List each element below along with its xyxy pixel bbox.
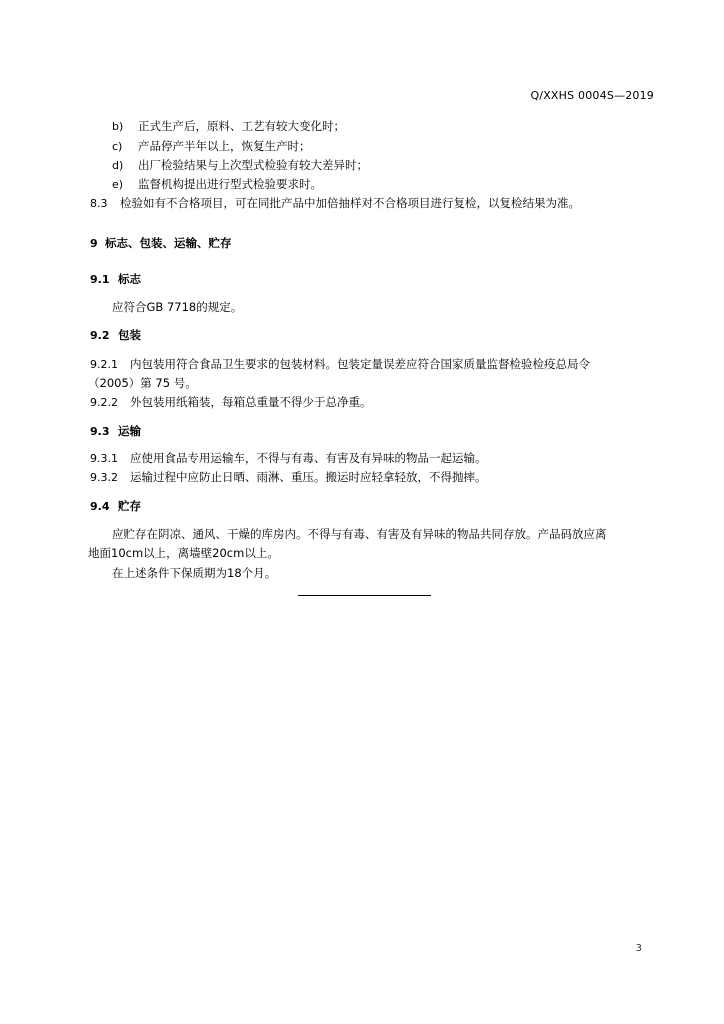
section-number: 9.2 [90,329,110,342]
list-item-label: d) [112,159,124,172]
paragraph-9-4-shelf-life: 在上述条件下保质期为18个月。 [112,566,277,580]
list-item-b [112,119,345,134]
section-number: 9.1 [90,273,110,286]
document-code: Q/XXHS 0004S—2019 [530,89,654,102]
section-heading-9-2 [90,328,141,343]
paragraph-9-4-line1: 应贮存在阴凉、通风、干燥的库房内。不得与有毒、有害及有异味的物品共同存放。产品码放应离 [112,527,607,541]
section-number: 9 [90,237,98,250]
list-item-text: 出厂检验结果与上次型式检验有较大差异时； [138,158,368,172]
section-heading-9-1 [90,272,141,287]
section-number: 9.4 [90,500,110,513]
section-title: 贮存 [118,499,141,513]
section-heading-9-4 [90,499,141,514]
clause-9-2-1-continued: （2005）第 75 号。 [88,376,197,390]
list-item-text: 正式生产后，原料、工艺有较大变化时； [138,119,345,133]
clause-number: 9.3.1 [90,452,118,465]
clause-9-2-1 [90,357,590,372]
clause-9-3-2 [90,470,487,485]
clause-text: 应使用食品专用运输车，不得与有毒、有害及有异味的物品一起运输。 [130,451,487,465]
clause-8-3 [90,196,580,211]
paragraph-9-1: 应符合GB 7718的规定。 [112,300,243,314]
list-item-e [112,177,322,192]
clause-text: 检验如有不合格项目，可在同批产品中加倍抽样对不合格项目进行复检，以复检结果为准。 [120,196,580,210]
clause-number: 9.3.2 [90,471,118,484]
section-number: 9.3 [90,425,110,438]
list-item-label: e) [112,178,124,191]
section-heading-9-3 [90,424,141,439]
clause-9-3-1 [90,451,487,466]
section-heading-9 [90,236,232,251]
list-item-text: 产品停产半年以上，恢复生产时； [138,139,311,153]
clause-text: 内包装用符合食品卫生要求的包装材料。包装定量误差应符合国家质量监督检验检疫总局令 [130,357,590,371]
paragraph-9-4-line2: 地面10cm以上，离墙壁20cm以上。 [88,546,279,560]
list-item-label: b) [112,120,124,133]
clause-9-2-2 [90,395,372,410]
section-title: 标志 [118,272,141,286]
section-title: 运输 [118,424,141,438]
list-item-c [112,139,311,154]
clause-text: 外包装用纸箱装，每箱总重量不得少于总净重。 [130,395,372,409]
list-item-label: c) [112,140,123,153]
clause-text: 运输过程中应防止日晒、雨淋、重压。搬运时应轻拿轻放，不得抛摔。 [130,470,487,484]
page-number: 3 [635,943,642,954]
end-separator-line [298,595,431,596]
clause-number: 9.2.2 [90,396,118,409]
clause-number: 8.3 [90,197,108,210]
list-item-text: 监督机构提出进行型式检验要求时。 [138,177,322,191]
list-item-d [112,158,368,173]
section-title: 标志、包装、运输、贮存 [105,236,232,250]
section-title: 包装 [118,328,141,342]
clause-number: 9.2.1 [90,358,118,371]
